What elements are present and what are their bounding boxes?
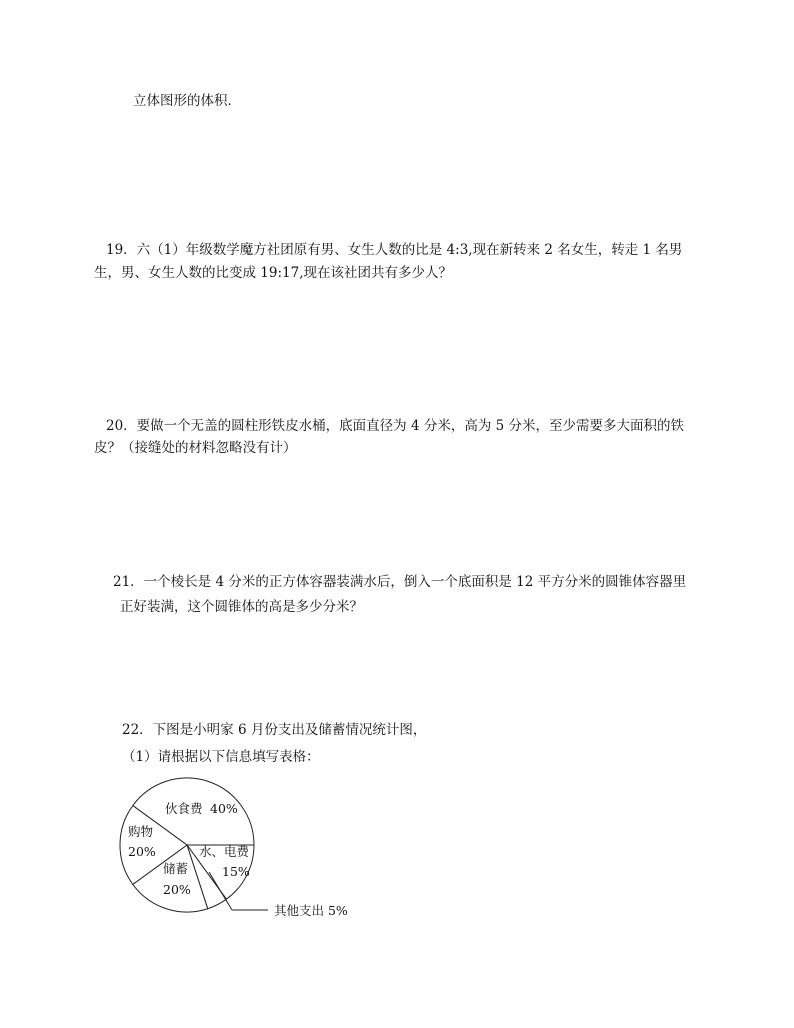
slice-value-shopping: 20% <box>128 844 156 859</box>
slice-value-utilities: 15% <box>222 864 250 879</box>
question-20-line-1: 20．要做一个无盖的圆柱形铁皮水桶，底面直径为 4 分米，高为 5 分米，至少需要多大面积的铁 <box>106 418 685 434</box>
question-19-line-1: 19．六（1）年级数学魔方社团原有男、女生人数的比是 4:3,现在新转来 2 名女生，转走 1 名男 <box>106 242 683 258</box>
previous-question-tail: 立体图形的体积． <box>133 93 241 109</box>
question-19-line-2: 生，男、女生人数的比变成 19:17,现在该社团共有多少人？ <box>94 265 452 281</box>
slice-label-shopping: 购物 <box>128 824 154 839</box>
callout-label-other: 其他支出 5% <box>274 903 348 918</box>
slice-value-food: 40% <box>210 801 238 816</box>
question-20-line-2: 皮？（接缝处的材料忽略没有计） <box>94 440 297 456</box>
question-22-line-1: 22．下图是小明家 6 月份支出及储蓄情况统计图， <box>122 722 427 738</box>
slice-label-food: 伙食费 <box>165 801 203 816</box>
question-21-line-1: 21．一个棱长是 4 分米的正方体容器装满水后，倒入一个底面积是 12 平方分米的圆锥体容器里 <box>113 574 687 590</box>
slice-value-savings: 20% <box>163 882 191 897</box>
question-21-line-2: 正好装满，这个圆锥体的高是多少分米？ <box>120 599 363 615</box>
slice-label-utilities: 水、电费 <box>199 844 250 859</box>
question-22-line-2: （1）请根据以下信息填写表格： <box>122 749 320 765</box>
slice-label-savings: 储蓄 <box>163 861 189 876</box>
